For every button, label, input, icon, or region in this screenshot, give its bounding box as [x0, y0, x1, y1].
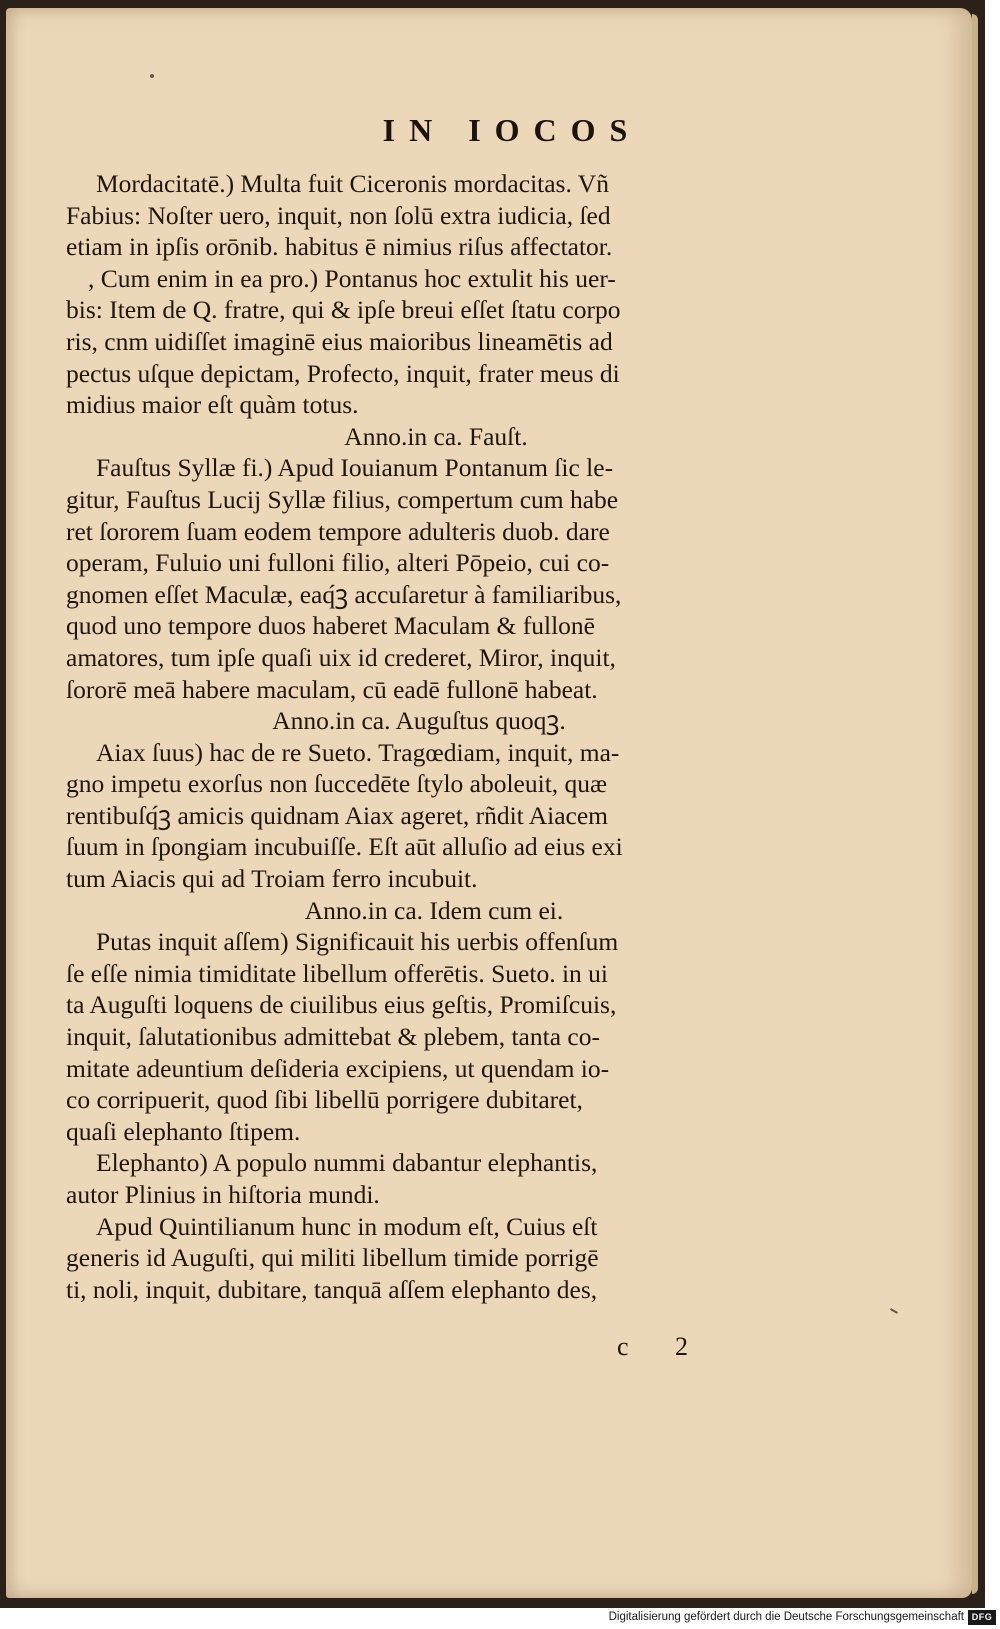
- page-edge: [972, 14, 978, 1594]
- text-line: Putas inquit aſſem) Significauit his uerbis offenſum: [96, 927, 619, 957]
- dfg-logo: DFG: [968, 1610, 996, 1625]
- text-line: ſororē meā habere maculam, cū eadē fullonē habeat.: [66, 674, 598, 704]
- text-line: rentibuſq́ꝫ amicis quidnam Aiax ageret, rñdit Aiacem: [66, 800, 609, 830]
- text-line: midius maior eſt quàm totus.: [66, 390, 359, 420]
- text-line: inquit, ſalutationibus admittebat & plebem, tanta co-: [66, 1022, 600, 1052]
- signature-mark: c 2: [617, 1332, 709, 1361]
- text-line: gnomen eſſet Maculæ, eaq́ꝫ accuſaretur à familiaribus,: [66, 579, 622, 609]
- text-line: ſe eſſe nimia timiditate libellum offerētis. Sueto. in ui: [66, 958, 608, 988]
- text-line: Anno.in ca. Auguſtus quoqꝫ.: [272, 706, 566, 736]
- text-line: etiam in ipſis orōnib. habitus ē nimius riſus affectator.: [66, 232, 613, 262]
- text-line: quod uno tempore duos haberet Maculam & fullonē: [66, 611, 595, 641]
- text-line: quaſi elephanto ſtipem.: [66, 1116, 301, 1146]
- text-line: tum Aiacis qui ad Troiam ferro incubuit.: [66, 864, 478, 894]
- text-line: Aiax ſuus) hac de re Sueto. Tragœdiam, inquit, ma-: [96, 737, 620, 767]
- paper-speck: [150, 74, 154, 78]
- text-line: pectus uſque depictam, Profecto, inquit, frater meus di: [66, 358, 620, 388]
- text-line: ret ſororem ſuam eodem tempore adulteris duob. dare: [66, 516, 610, 546]
- text-line: gno impetu exorſus non ſuccedēte ſtylo aboleuit, quæ: [66, 769, 608, 799]
- running-head: IN IOCOS: [382, 112, 642, 148]
- text-line: ſuum in ſpongiam incubuiſſe. Eſt aūt alluſio ad eius exi: [66, 832, 623, 862]
- page-text-block: [66, 168, 766, 1305]
- text-line: Fauſtus Syllæ fi.) Apud Iouianum Pontanum ſic le-: [96, 453, 614, 483]
- dfg-credit-text: Digitalisierung gefördert durch die Deutsche Forschungsgemeinschaft: [608, 1611, 964, 1623]
- text-line: generis id Auguſti, qui militi libellum timide porrigē: [66, 1243, 599, 1273]
- text-line: Anno.in ca. Fauſt.: [344, 421, 528, 451]
- text-line: mitate adeuntium deſideria excipiens, ut quendam io-: [66, 1053, 610, 1083]
- text-line: bis: Item de Q. fratre, qui & ipſe breui eſſet ſtatu corpo: [66, 295, 621, 325]
- text-line: amatores, tum ipſe quaſi uix id crederet, Miror, inquit,: [66, 642, 616, 672]
- text-line: ti, noli, inquit, dubitare, tanquā aſſem elephanto des,: [66, 1274, 598, 1304]
- text-line: Fabius: Noſter uero, inquit, non ſolū extra iudicia, ſed: [66, 200, 611, 230]
- text-line: Mordacitatē.) Multa fuit Ciceronis mordacitas. Vñ: [96, 169, 609, 198]
- text-line: ta Auguſti loquens de ciuilibus eius geſtis, Promiſcuis,: [66, 990, 617, 1020]
- text-line: co corripuerit, quod ſibi libellū porrigere dubitaret,: [66, 1085, 583, 1115]
- text-line: Elephanto) A populo nummi dabantur elephantis,: [96, 1148, 598, 1178]
- text-line: Apud Quintilianum hunc in modum eſt, Cuius eſt: [96, 1211, 598, 1241]
- text-line: Anno.in ca. Idem cum ei.: [304, 895, 564, 925]
- text-line: ris, cnm uidiſſet imaginē eius maioribus lineamētis ad: [66, 326, 613, 356]
- text-line: operam, Fuluio uni fulloni filio, alteri Pōpeio, cui co-: [66, 548, 610, 578]
- text-line: , Cum enim in ea pro.) Pontanus hoc extulit his uer-: [88, 263, 616, 293]
- text-line: gitur, Fauſtus Lucij Syllæ filius, compertum cum habe: [66, 484, 619, 514]
- text-line: autor Plinius in hiſtoria mundi.: [66, 1180, 380, 1209]
